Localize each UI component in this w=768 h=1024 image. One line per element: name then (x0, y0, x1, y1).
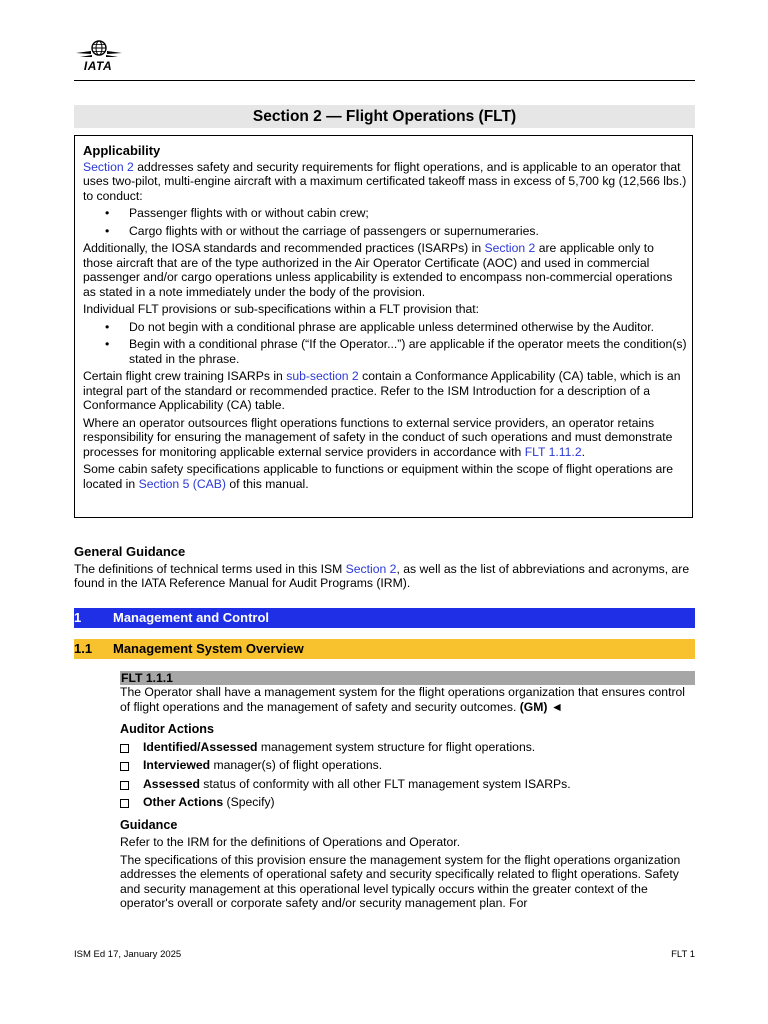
flt-1-11-2-link[interactable]: FLT 1.11.2 (524, 444, 582, 459)
section-5-cab-link[interactable]: Section 5 (CAB) (138, 476, 226, 491)
provision-tag: (GM) ◄ (519, 699, 563, 714)
provision-text: The Operator shall have a management system for the flight operations organization that ensures control of flight operations and the management of safety and security outcomes. (GM) ◄ (120, 685, 685, 714)
section-number: 1.1 (74, 641, 93, 656)
section-title: Section 2 — Flight Operations (FLT) (74, 105, 695, 128)
section-1-1-bar (74, 639, 695, 659)
bullet-dot-icon: • (105, 206, 110, 220)
section-heading: Management System Overview (113, 641, 304, 656)
checkbox-icon (120, 744, 129, 753)
applicability-paragraph-2: Additionally, the IOSA standards and recommended practices (ISARPs) in Section 2 are applicable only to those aircraft that are of the type authorized in the Air Operator Certificate (AOC) and used in commercial passenger and/or cargo operations unless applicability is extended to encompass non-commercial operations as stated in a note immediately under the body of the provision. (83, 241, 673, 299)
header-divider (74, 80, 695, 81)
general-guidance (74, 545, 695, 591)
checkbox-icon (120, 799, 129, 808)
bullet-dot-icon: • (105, 337, 110, 351)
applicability-paragraph-5: Where an operator outsources flight operations functions to external service providers, an operator retains responsibility for ensuring the management of safety in the conduct of such operations and must demonstrate processes for monitoring applicable external service providers in accordance with FLT 1.11.2. (83, 415, 673, 459)
section-1-bar (74, 608, 695, 628)
bullet-item: • Passenger flights with or without cabin crew; (105, 206, 369, 220)
auditor-actions-heading: Auditor Actions (120, 722, 214, 736)
footer-page-number: FLT 1 (671, 949, 695, 960)
bullet-dot-icon: • (105, 319, 110, 334)
general-guidance-heading: General Guidance (74, 544, 186, 559)
guidance-paragraph-1: Refer to the IRM for the definitions of Operations and Operator. (120, 835, 461, 849)
applicability-heading: Applicability (83, 143, 161, 158)
section-number: 1 (74, 610, 82, 625)
auditor-action-item: Assessed status of conformity with all other FLT management system ISARPs. (120, 777, 695, 792)
bullet-item: • Begin with a conditional phrase (“If the Operator...”) are applicable if the operator meets the condition(s) stated in the phrase. (105, 337, 687, 366)
auditor-action-item: Interviewed manager(s) of flight operations. (120, 758, 695, 773)
provision-flt-1-1-1 (120, 671, 695, 914)
applicability-paragraph-4: Certain flight crew training ISARPs in sub-section 2 contain a Conformance Applicability (CA) table, which is an integral part of the standard or recommended practice. Refer to the ISM Introduction for a description of a Conformance Applicability (CA) table. (83, 369, 681, 412)
sub-section-2-link[interactable]: sub-section 2 (286, 369, 359, 383)
guidance-paragraph-2: The specifications of this provision ensure the management system for the flight operations organization addresses the elements of operational safety and security specifically related to flight operations. Safety and security management at this operational level typically occurs within the greater context of the operator's overall or corporate safety and/or security management plan. For (120, 852, 681, 910)
guidance-heading: Guidance (120, 817, 178, 832)
section-2-link[interactable]: Section 2 (484, 241, 536, 255)
checkbox-icon (120, 781, 129, 790)
bullet-item: • Do not begin with a conditional phrase are applicable unless determined otherwise by the Auditor. (105, 319, 655, 334)
section-heading: Management and Control (113, 610, 270, 625)
auditor-action-item: Identified/Assessed management system structure for flight operations. (120, 740, 695, 755)
logo-text: IATA (83, 59, 113, 73)
applicability-paragraph-3: Individual FLT provisions or sub-specifications within a FLT provision that: (83, 302, 480, 316)
provision-id: FLT 1.1.1 (120, 671, 695, 685)
section-2-link[interactable]: Section 2 (83, 159, 134, 174)
iata-logo (74, 40, 124, 74)
auditor-action-item: Other Actions (Specify) (120, 795, 695, 810)
general-guidance-text: The definitions of technical terms used in this ISM Section 2, as well as the list of abbreviations and acronyms, are found in the IATA Reference Manual for Audit Programs (IRM). (74, 561, 690, 590)
applicability-paragraph-6: Some cabin safety specifications applicable to functions or equipment within the scope of flight operations are located in Section 5 (CAB) of this manual. (83, 462, 674, 491)
bullet-item: • Cargo flights with or without the carriage of passengers or supernumeraries. (105, 223, 539, 238)
bullet-dot-icon: • (105, 223, 110, 238)
applicability-paragraph-1: Section 2 addresses safety and security requirements for flight operations, and is applicable to an operator that uses two-pilot, multi-engine aircraft with a maximum certificated takeoff mass in excess of 5,700 kg (12,566 lbs.) to conduct: (83, 159, 687, 203)
section-2-link[interactable]: Section 2 (345, 561, 397, 576)
footer-edition: ISM Ed 17, January 2025 (74, 949, 182, 960)
checkbox-icon (120, 762, 129, 771)
applicability-box (74, 135, 693, 518)
